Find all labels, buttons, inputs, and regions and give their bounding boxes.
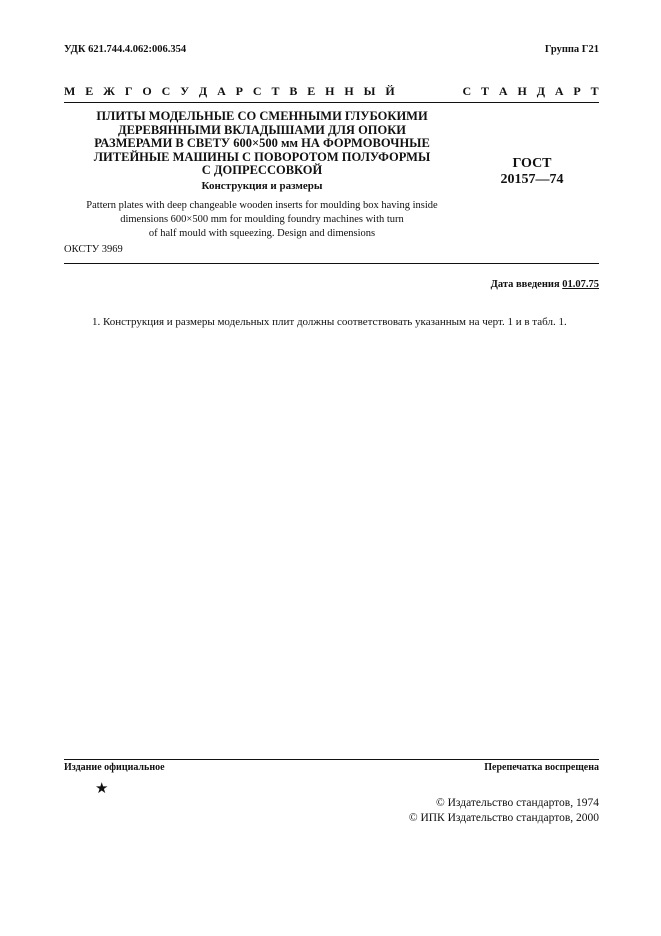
banner-letter: Е bbox=[307, 84, 316, 98]
banner-letter: Ы bbox=[363, 84, 376, 98]
banner-letter: Н bbox=[517, 84, 527, 98]
middle-rule bbox=[64, 263, 599, 264]
gost-number: 20157—74 bbox=[500, 172, 564, 187]
banner-letter: В bbox=[289, 84, 298, 98]
official-edition: Издание официальное bbox=[64, 762, 165, 773]
title-line: РАЗМЕРАМИ В СВЕТУ 600×500 мм НА ФОРМОВОЧНЫЕ bbox=[94, 136, 430, 150]
banner-letter: О bbox=[142, 84, 152, 98]
banner-letter: Т bbox=[481, 84, 490, 98]
okstu-code: ОКСТУ 3969 bbox=[64, 244, 123, 255]
udk-code: УДК 621.744.4.062:006.354 bbox=[64, 44, 187, 55]
banner-word-gap bbox=[405, 84, 453, 99]
banner-letter: Ж bbox=[103, 84, 115, 98]
banner-letter: Г bbox=[124, 84, 133, 98]
copyright-line: © ИПК Издательство стандартов, 2000 bbox=[408, 812, 599, 824]
banner-letter: Н bbox=[325, 84, 335, 98]
gost-designation bbox=[468, 156, 596, 188]
banner-letter: У bbox=[180, 84, 190, 98]
english-title-line: dimensions 600×500 mm for moulding foundry machines with turn bbox=[120, 214, 404, 225]
document-title bbox=[64, 110, 460, 178]
banner-letter: Т bbox=[590, 84, 599, 98]
title-line: ДЕРЕВЯННЫМИ ВКЛАДЫШАМИ ДЛЯ ОПОКИ bbox=[117, 122, 407, 137]
banner-letter: Н bbox=[344, 84, 354, 98]
copyright-line: © Издательство стандартов, 1974 bbox=[435, 797, 599, 809]
banner-letter: М bbox=[64, 84, 76, 98]
star-icon: ★ bbox=[95, 781, 109, 797]
english-title-line: of half mould with squeezing. Design and dimensions bbox=[148, 228, 376, 239]
top-rule bbox=[64, 102, 599, 103]
introduction-date bbox=[491, 279, 599, 290]
banner-letter: А bbox=[217, 84, 226, 98]
banner-letter: Т bbox=[271, 84, 280, 98]
banner-letter: А bbox=[554, 84, 564, 98]
banner-letter: С bbox=[462, 84, 472, 98]
gost-label: ГОСТ bbox=[512, 156, 552, 171]
document-subtitle: Конструкция и размеры bbox=[201, 180, 323, 192]
date-label: Дата введения bbox=[490, 279, 560, 290]
banner-letter: Р bbox=[235, 84, 243, 98]
english-title-line: Pattern plates with deep changeable wooden inserts for moulding box having inside bbox=[86, 200, 438, 211]
date-value: 01.07.75 bbox=[562, 279, 599, 290]
banner-letter: А bbox=[498, 84, 508, 98]
banner-letter: Д bbox=[536, 84, 545, 98]
banner-letter: Р bbox=[573, 84, 581, 98]
banner-letter: С bbox=[252, 84, 262, 98]
banner-letter: Е bbox=[85, 84, 94, 98]
standard-banner bbox=[64, 84, 599, 99]
english-title bbox=[64, 199, 460, 241]
banner-letter: Й bbox=[385, 84, 395, 98]
banner-letter: С bbox=[161, 84, 171, 98]
group-code: Группа Г21 bbox=[544, 44, 599, 55]
title-line: ЛИТЕЙНЫЕ МАШИНЫ С ПОВОРОТОМ ПОЛУФОРМЫ bbox=[93, 149, 431, 164]
title-line: С ДОПРЕССОВКОЙ bbox=[201, 163, 323, 177]
body-paragraph: 1. Конструкция и размеры модельных плит должны соответствовать указанным на черт. 1 и в табл. 1. bbox=[92, 316, 567, 328]
bottom-rule bbox=[64, 759, 599, 760]
title-line: ПЛИТЫ МОДЕЛЬНЫЕ СО СМЕННЫМИ ГЛУБОКИМИ bbox=[96, 109, 428, 123]
copyright-block bbox=[409, 796, 599, 826]
reprint-prohibited: Перепечатка воспрещена bbox=[484, 762, 599, 773]
banner-letter: Д bbox=[198, 84, 208, 98]
